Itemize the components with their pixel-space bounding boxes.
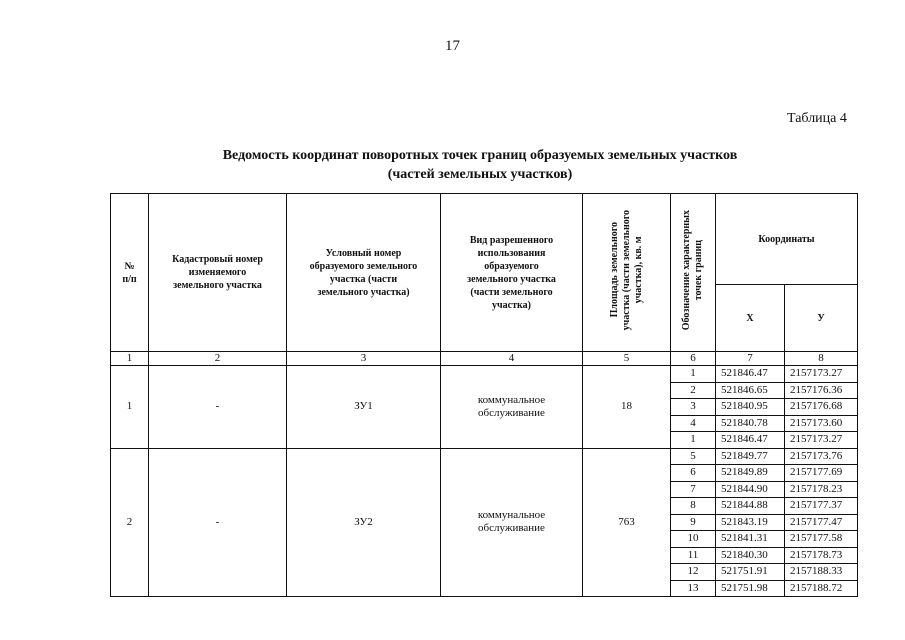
point-number: 7: [671, 481, 716, 498]
coordinate-y: 2157176.36: [785, 382, 858, 399]
header-x: Х: [716, 285, 785, 352]
coordinate-x: 521841.31: [716, 531, 785, 548]
coordinate-y: 2157176.68: [785, 399, 858, 416]
title-line-2: (частей земельных участков): [387, 167, 573, 182]
column-number: 5: [583, 352, 671, 366]
coordinate-x: 521751.98: [716, 580, 785, 597]
parcel-number: 1: [111, 366, 149, 449]
title-line-1: Ведомость координат поворотных точек границ образуемых земельных участков: [222, 148, 738, 163]
coordinate-y: 2157173.76: [785, 448, 858, 465]
coordinate-x: 521840.30: [716, 547, 785, 564]
column-number: 7: [716, 352, 785, 366]
conditional-number: ЗУ1: [287, 366, 441, 449]
point-number: 12: [671, 564, 716, 581]
header-area: [583, 194, 671, 352]
column-number: 8: [785, 352, 858, 366]
coordinate-y: 2157177.47: [785, 514, 858, 531]
permitted-use: коммунальное обслуживание: [441, 448, 583, 597]
coordinate-y: 2157177.58: [785, 531, 858, 548]
header-y: У: [785, 285, 858, 352]
point-number: 3: [671, 399, 716, 416]
cadastral-number: -: [149, 366, 287, 449]
coordinate-x: 521846.47: [716, 432, 785, 449]
header-point-designation: [671, 194, 716, 352]
table-row: [111, 366, 858, 383]
coordinate-y: 2157188.33: [785, 564, 858, 581]
column-number: 6: [671, 352, 716, 366]
coordinates-table: [110, 193, 858, 597]
point-number: 13: [671, 580, 716, 597]
parcel-number: 2: [111, 448, 149, 597]
point-number: 8: [671, 498, 716, 515]
page-number: 17: [445, 38, 460, 54]
column-number: 2: [149, 352, 287, 366]
coordinate-x: 521844.88: [716, 498, 785, 515]
coordinate-x: 521846.65: [716, 382, 785, 399]
coordinate-x: 521844.90: [716, 481, 785, 498]
header-area-text: Площадь земельного участка (части земельного участка), кв. м: [608, 210, 644, 331]
point-number: 10: [671, 531, 716, 548]
permitted-use: коммунальное обслуживание: [441, 366, 583, 449]
header-cadastral-number: Кадастровый номер изменяемого земельного участка: [149, 194, 287, 352]
coordinate-y: 2157178.73: [785, 547, 858, 564]
coordinate-x: 521751.91: [716, 564, 785, 581]
point-number: 11: [671, 547, 716, 564]
coordinate-y: 2157177.37: [785, 498, 858, 515]
coordinate-x: 521849.77: [716, 448, 785, 465]
table-label: Таблица 4: [787, 111, 847, 126]
conditional-number: ЗУ2: [287, 448, 441, 597]
coordinate-y: 2157173.60: [785, 415, 858, 432]
coordinate-y: 2157178.23: [785, 481, 858, 498]
column-number: 4: [441, 352, 583, 366]
parcel-area: 763: [583, 448, 671, 597]
column-number: 1: [111, 352, 149, 366]
header-point-designation-text: Обозначение характерных точек границ: [681, 210, 704, 331]
header-coordinates: Координаты: [716, 194, 858, 285]
coordinate-y: 2157177.69: [785, 465, 858, 482]
coordinate-x: 521846.47: [716, 366, 785, 383]
point-number: 6: [671, 465, 716, 482]
document-title: [150, 146, 810, 184]
header-permitted-use: Вид разрешенного использования образуемого земельного участка (части земельного участка): [441, 194, 583, 352]
point-number: 2: [671, 382, 716, 399]
column-number-row: [111, 352, 858, 366]
point-number: 1: [671, 432, 716, 449]
point-number: 1: [671, 366, 716, 383]
cadastral-number: -: [149, 448, 287, 597]
coordinate-x: 521840.78: [716, 415, 785, 432]
coordinate-y: 2157173.27: [785, 432, 858, 449]
coordinate-y: 2157188.72: [785, 580, 858, 597]
point-number: 5: [671, 448, 716, 465]
column-number: 3: [287, 352, 441, 366]
header-number: № п/п: [111, 194, 149, 352]
parcel-area: 18: [583, 366, 671, 449]
header-conditional-number: Условный номер образуемого земельного участка (части земельного участка): [287, 194, 441, 352]
point-number: 9: [671, 514, 716, 531]
coordinate-x: 521843.19: [716, 514, 785, 531]
coordinate-y: 2157173.27: [785, 366, 858, 383]
coordinate-x: 521840.95: [716, 399, 785, 416]
coordinate-x: 521849.89: [716, 465, 785, 482]
point-number: 4: [671, 415, 716, 432]
table-row: [111, 448, 858, 465]
